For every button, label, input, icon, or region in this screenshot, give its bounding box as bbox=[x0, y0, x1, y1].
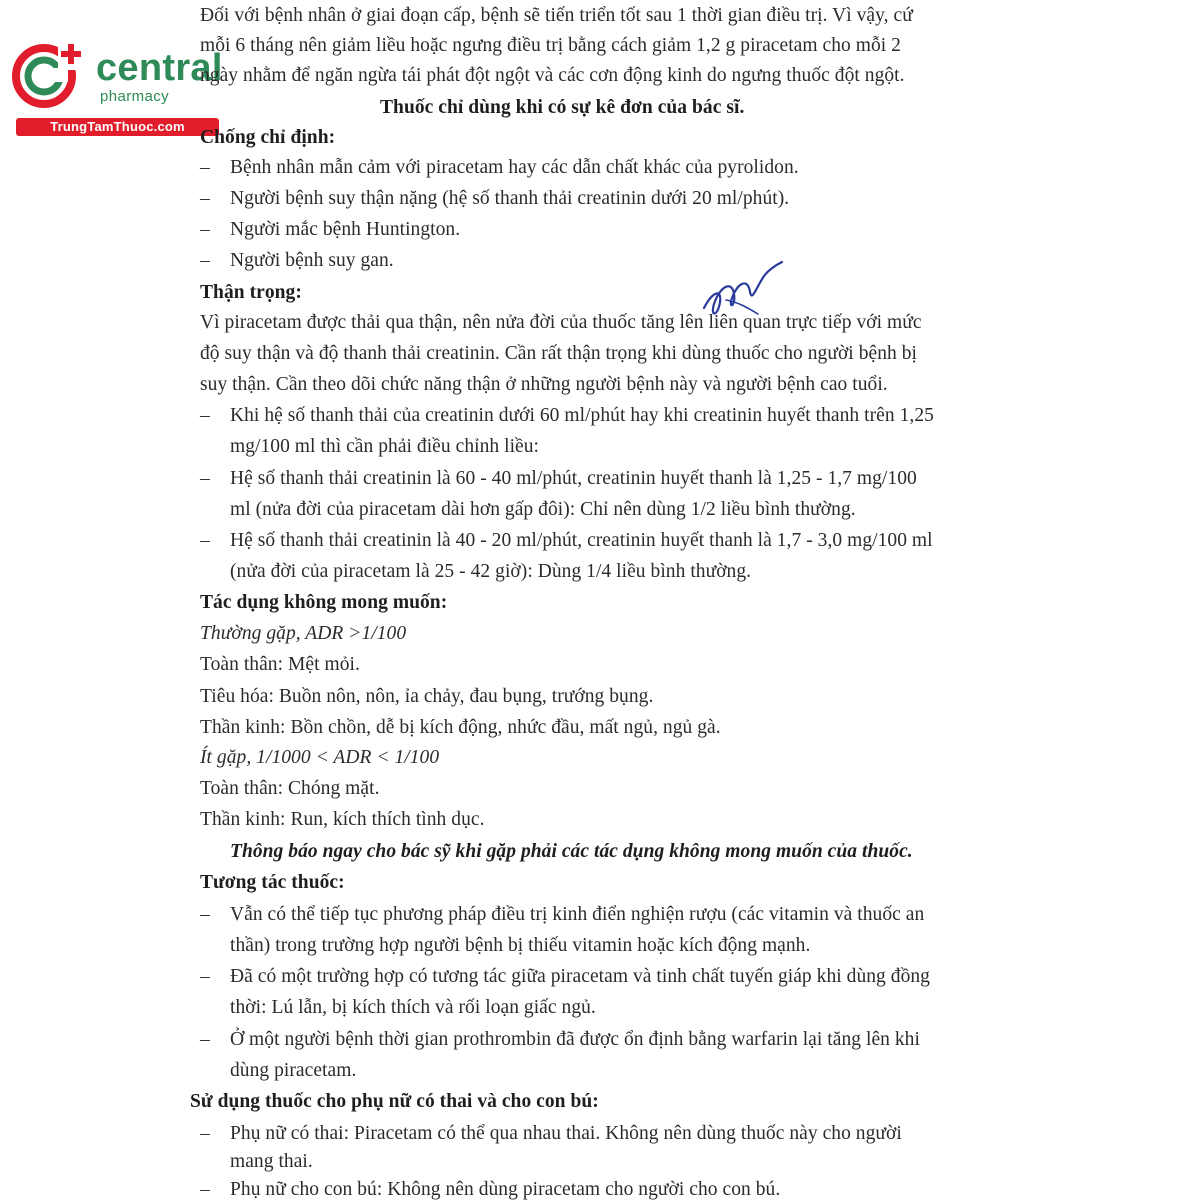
interactions-heading: Tương tác thuốc: bbox=[200, 872, 345, 893]
list-dash: – bbox=[200, 219, 210, 240]
adverse-common-item: Toàn thân: Mệt mỏi. bbox=[200, 654, 360, 675]
intro-line: mỗi 6 tháng nên giảm liều hoặc ngưng điều trị bằng cách giảm 1,2 g piracetam cho mỗi 2 bbox=[200, 35, 901, 56]
logo-subtitle: pharmacy bbox=[100, 88, 170, 105]
caution-item-line: Hệ số thanh thải creatinin là 60 - 40 ml/phút, creatinin huyết thanh là 1,25 - 1,7 mg/100 bbox=[230, 468, 917, 489]
central-pharmacy-logo-icon bbox=[10, 38, 90, 118]
interaction-item-line: Ở một người bệnh thời gian prothrombin đã được ổn định bằng warfarin lại tăng lên khi bbox=[230, 1029, 920, 1050]
adverse-common-item: Thần kinh: Bồn chồn, dễ bị kích động, nhức đầu, mất ngủ, ngủ gà. bbox=[200, 717, 721, 738]
contraindication-item: Người bệnh suy gan. bbox=[230, 250, 394, 271]
pregnancy-heading: Sử dụng thuốc cho phụ nữ có thai và cho con bú: bbox=[190, 1091, 599, 1112]
caution-paragraph-line: độ suy thận và độ thanh thải creatinin. Cần rất thận trọng khi dùng thuốc cho người bệnh bị bbox=[200, 343, 917, 364]
list-dash: – bbox=[200, 1179, 210, 1200]
interaction-item-line: dùng piracetam. bbox=[230, 1060, 357, 1081]
pregnancy-item-line: Phụ nữ cho con bú: Không nên dùng piracetam cho người cho con bú. bbox=[230, 1179, 781, 1200]
list-dash: – bbox=[200, 966, 210, 987]
intro-line: Đối với bệnh nhân ở giai đoạn cấp, bệnh sẽ tiến triển tốt sau 1 thời gian điều trị. Vì vậy, cứ bbox=[200, 5, 913, 26]
adverse-rare-label: Ít gặp, 1/1000 < ADR < 1/100 bbox=[200, 747, 440, 768]
caution-item-line: Khi hệ số thanh thải của creatinin dưới 60 ml/phút hay khi creatinin huyết thanh trên 1,25 bbox=[230, 405, 934, 426]
list-dash: – bbox=[200, 405, 210, 426]
interaction-item-line: thần) trong trường hợp người bệnh bị thiếu vitamin hoặc kích động mạnh. bbox=[230, 935, 811, 956]
caution-item-line: Hệ số thanh thải creatinin là 40 - 20 ml/phút, creatinin huyết thanh là 1,7 - 3,0 mg/100 ml bbox=[230, 530, 933, 551]
list-dash: – bbox=[200, 530, 210, 551]
list-dash: – bbox=[200, 157, 210, 178]
interaction-item-line: Đã có một trường hợp có tương tác giữa piracetam và tinh chất tuyến giáp khi dùng đồng bbox=[230, 966, 930, 987]
logo-banner: TrungTamThuoc.com bbox=[16, 118, 219, 136]
caution-item-line: mg/100 ml thì cần phải điều chỉnh liều: bbox=[230, 436, 540, 457]
contraindication-item: Bệnh nhân mẫn cảm với piracetam hay các dẫn chất khác của pyrolidon. bbox=[230, 157, 799, 178]
list-dash: – bbox=[200, 1029, 210, 1050]
adverse-notice: Thông báo ngay cho bác sỹ khi gặp phải các tác dụng không mong muốn của thuốc. bbox=[230, 841, 913, 862]
adverse-common-item: Tiêu hóa: Buồn nôn, nôn, ỉa chảy, đau bụng, trướng bụng. bbox=[200, 686, 654, 707]
pregnancy-item-line: Phụ nữ có thai: Piracetam có thể qua nhau thai. Không nên dùng thuốc này cho người bbox=[230, 1123, 902, 1144]
caution-item-line: ml (nửa đời của piracetam dài hơn gấp đôi): Chỉ nên dùng 1/2 liều bình thường. bbox=[230, 499, 856, 520]
signature-icon bbox=[698, 258, 788, 334]
adverse-rare-item: Toàn thân: Chóng mặt. bbox=[200, 778, 380, 799]
intro-line: ngày nhằm để ngăn ngừa tái phát đột ngột và các cơn động kinh do ngưng thuốc đột ngột. bbox=[200, 65, 905, 86]
adverse-rare-item: Thần kinh: Run, kích thích tình dục. bbox=[200, 809, 485, 830]
central-pharmacy-logo[interactable] bbox=[10, 36, 223, 136]
list-dash: – bbox=[200, 188, 210, 209]
list-dash: – bbox=[200, 1123, 210, 1144]
caution-heading: Thận trọng: bbox=[200, 282, 302, 303]
adverse-effects-heading: Tác dụng không mong muốn: bbox=[200, 592, 448, 613]
contraindications-heading: Chống chỉ định: bbox=[200, 127, 336, 148]
caution-paragraph-line: Vì piracetam được thải qua thận, nên nửa đời của thuốc tăng lên liên quan trực tiếp với mức bbox=[200, 312, 922, 333]
caution-item-line: (nửa đời của piracetam là 25 - 42 giờ): Dùng 1/4 liều bình thường. bbox=[230, 561, 752, 582]
prescription-note: Thuốc chỉ dùng khi có sự kê đơn của bác sĩ. bbox=[380, 97, 745, 118]
caution-paragraph-line: suy thận. Cần theo dõi chức năng thận ở những người bệnh này và người bệnh cao tuổi. bbox=[200, 374, 888, 395]
list-dash: – bbox=[200, 250, 210, 271]
interaction-item-line: thời: Lú lẫn, bị kích thích và rối loạn giấc ngủ. bbox=[230, 997, 596, 1018]
list-dash: – bbox=[200, 904, 210, 925]
logo-brand: central bbox=[96, 47, 223, 89]
contraindication-item: Người mắc bệnh Huntington. bbox=[230, 219, 461, 240]
pregnancy-item-line: mang thai. bbox=[230, 1151, 313, 1172]
list-dash: – bbox=[200, 468, 210, 489]
interaction-item-line: Vẫn có thể tiếp tục phương pháp điều trị kinh điển nghiện rượu (các vitamin và thuốc an bbox=[230, 904, 925, 925]
adverse-common-label: Thường gặp, ADR >1/100 bbox=[200, 623, 407, 644]
contraindication-item: Người bệnh suy thận nặng (hệ số thanh thải creatinin dưới 20 ml/phút). bbox=[230, 188, 790, 209]
